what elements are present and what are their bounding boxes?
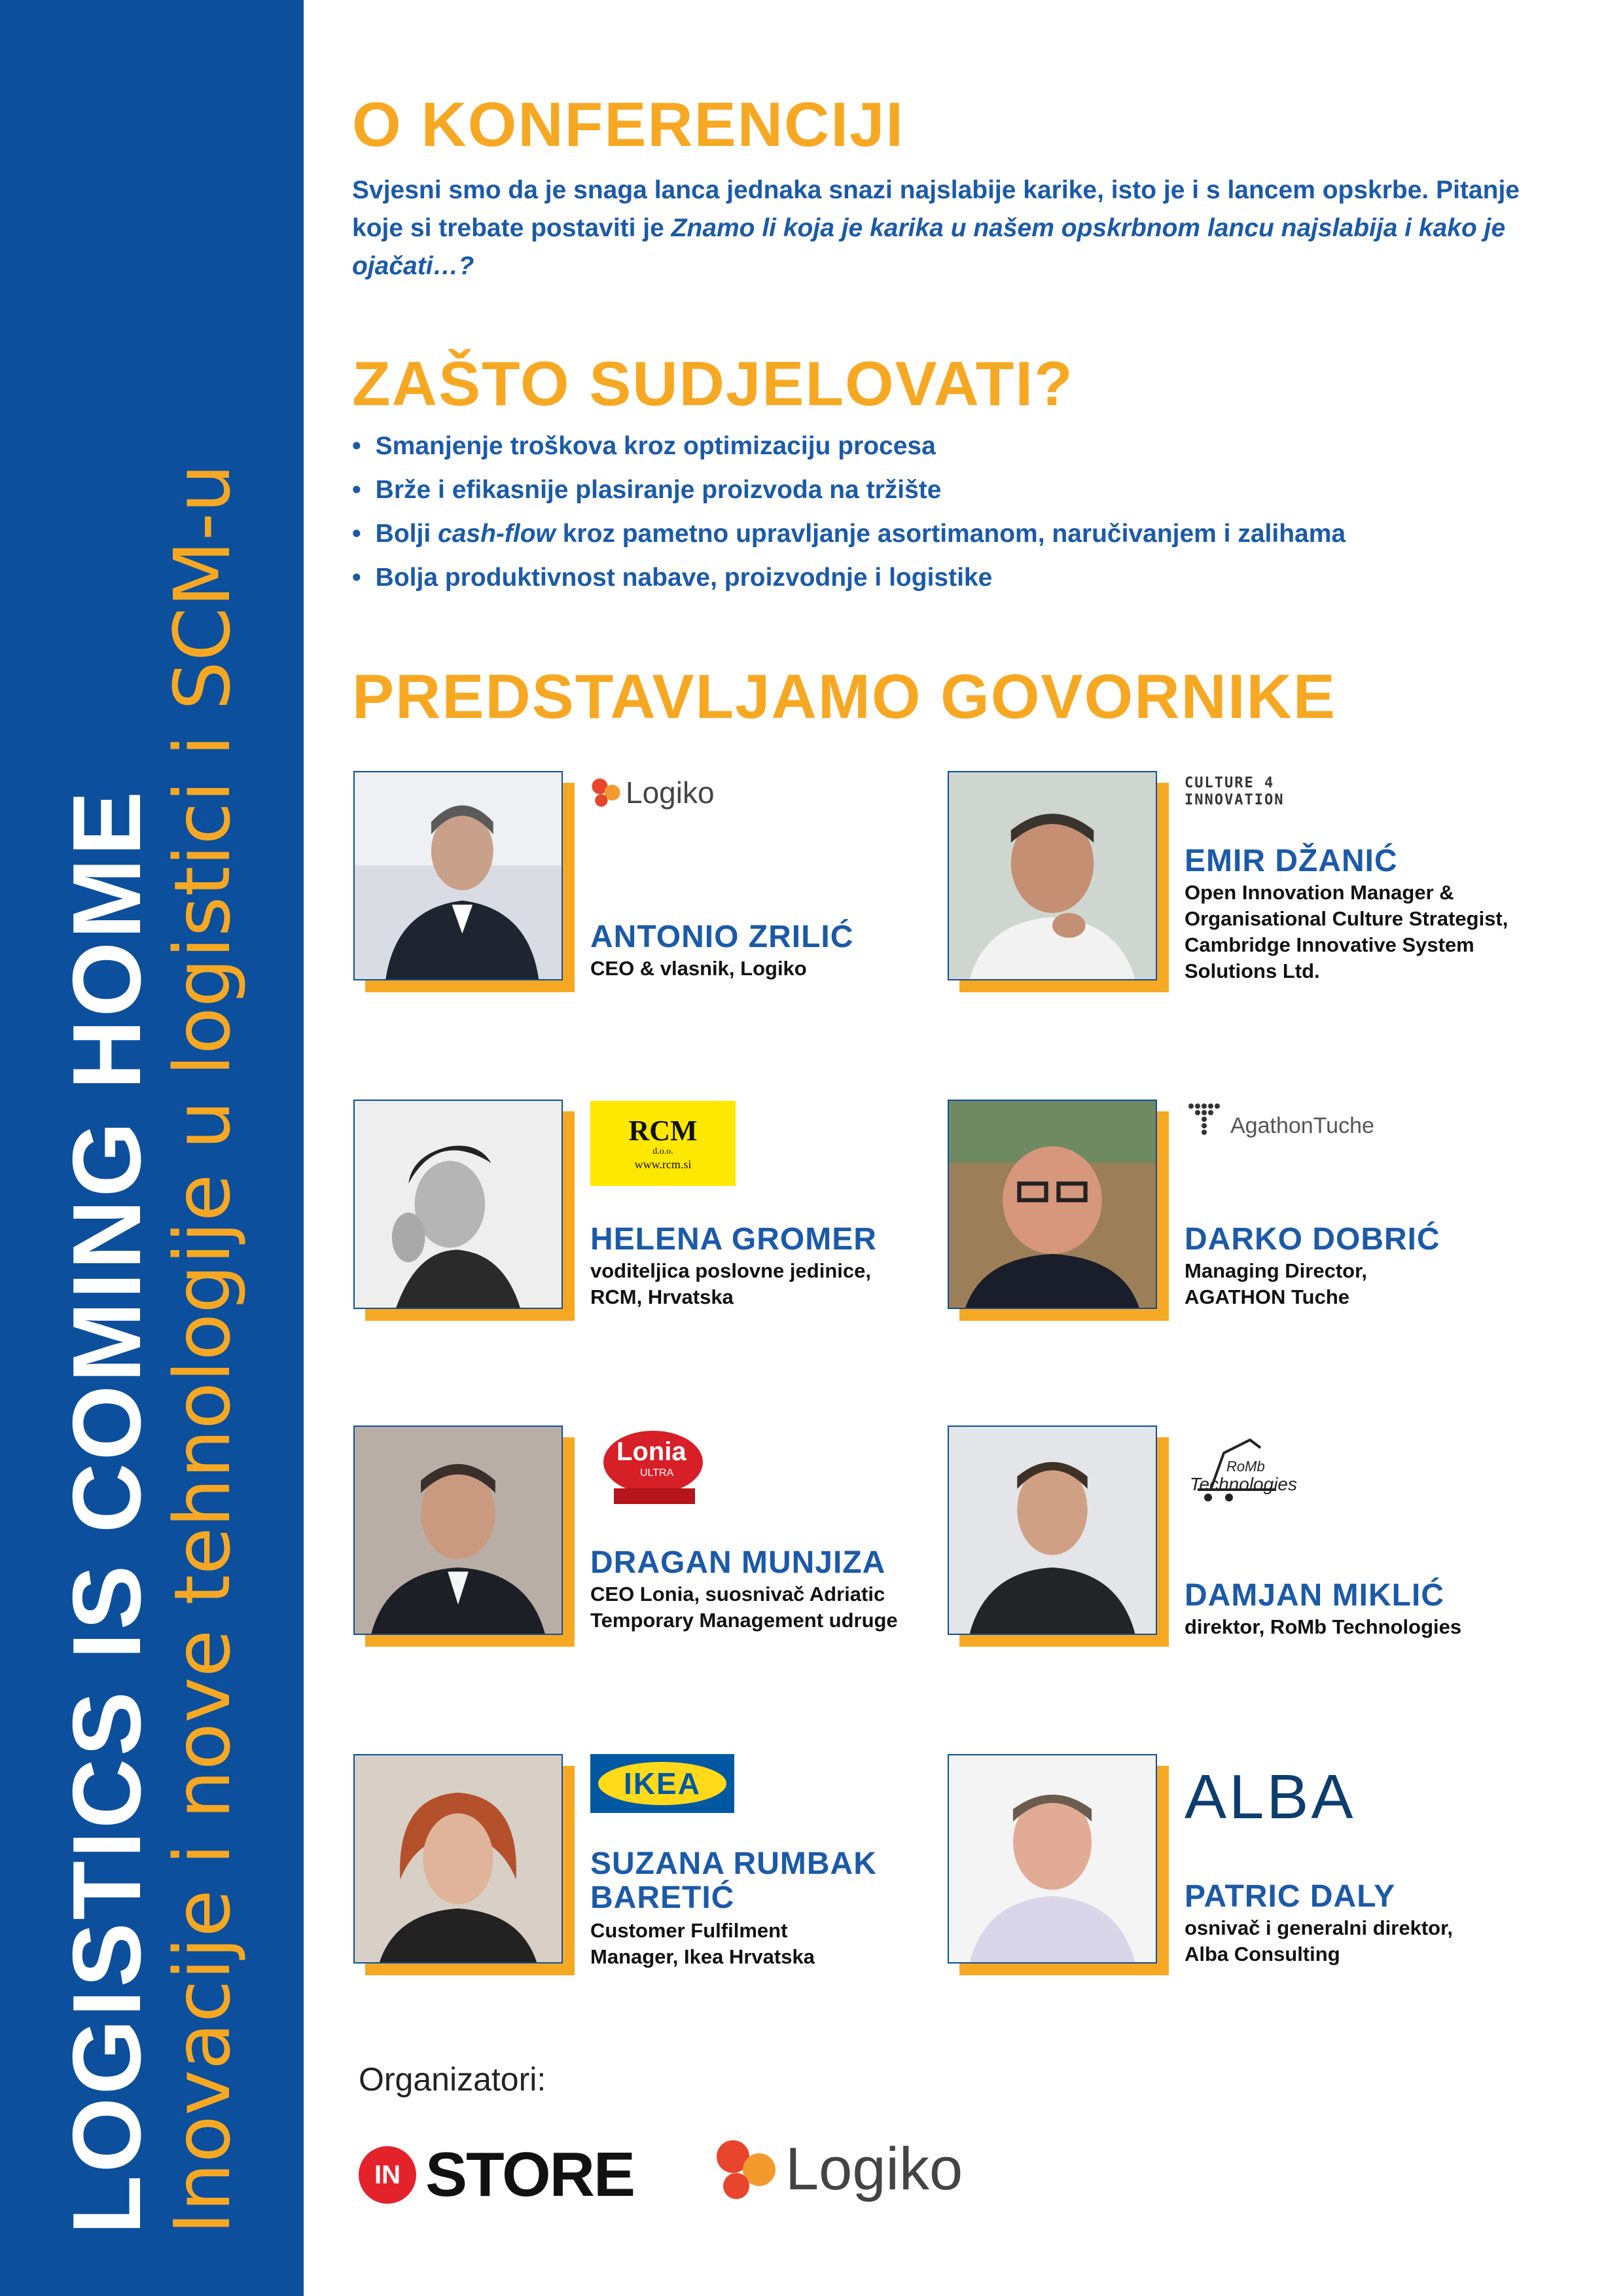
speaker-photo [948,1754,1157,1964]
speaker-photo [948,1426,1157,1635]
why-bullet-list [352,424,1346,600]
speaker-card [948,1754,1524,2003]
speaker-card [353,1426,929,1674]
culture4innovation-logo: CULTURE 4 INNOVATION [1185,775,1285,808]
logiko-logo: Logiko [590,775,715,810]
speaker-card [353,1100,929,1348]
about-text-plain: Svjesni smo da je snaga lanca jednaka snazi najslabije karike, isto je i s lancem opskrbe. Pitanje koje si trebate postaviti je [352,176,1520,242]
speaker-name: PATRIC DALY [1185,1879,1396,1914]
speaker-name: DAMJAN MIKLIĆ [1185,1578,1444,1613]
ikea-logo: IKEA [590,1754,734,1813]
alba-logo: ALBA [1185,1762,1356,1832]
speaker-photo [353,1754,563,1964]
sidebar-rotated-text [34,35,270,2261]
event-subtitle: Inovacije i nove tehnologije u logistici i SCM-u [156,463,247,2234]
instore-logo: IN STORE [359,2139,634,2211]
sidebar-banner [0,0,304,2296]
agathon-tuche-logo: AgathonTuche [1185,1100,1374,1139]
event-title: LOGISTICS IS COMING HOME [53,788,162,2234]
speaker-role: Open Innovation Manager & Organisational Culture Strategist, Cambridge Innovative System Solutions Ltd. [1185,881,1508,982]
bullet-item: • Bolji cash-flow kroz pametno upravljanje asortimanom, naručivanjem i zalihama [352,512,1346,556]
speakers-heading: PREDSTAVLJAMO GOVORNIKE [352,662,1336,732]
about-text [352,171,1543,285]
speaker-photo [353,1100,563,1309]
speaker-card [948,1426,1524,1674]
bullet-item: • Bolja produktivnost nabave, proizvodnje i logistike [352,556,1346,600]
speaker-role: CEO Lonia, suosnivač Adriatic Temporary Management udruge [590,1583,898,1632]
why-heading: ZAŠTO SUDJELOVATI? [352,349,1074,419]
speaker-name: SUZANA RUMBAK BARETIĆ [590,1846,877,1915]
speaker-name: DRAGAN MUNJIZA [590,1545,886,1580]
bullet-item: • Smanjenje troškova kroz optimizaciju procesa [352,424,1346,468]
speaker-role: voditeljica poslovne jedinice, RCM, Hrvatska [590,1259,871,1308]
speaker-card [948,1100,1524,1348]
speaker-photo [353,1426,563,1635]
speaker-role: osnivač i generalni direktor, Alba Consulting [1185,1916,1454,1965]
lonia-logo: Lonia ULTRA [590,1426,721,1520]
speaker-card [353,1754,929,2003]
about-heading: O KONFERENCIJI [352,90,905,160]
romb-logo: RoMb Technologies [1185,1429,1289,1511]
speaker-card [353,771,929,1020]
speaker-photo [948,771,1157,980]
speaker-card [948,771,1524,1020]
organizers-label: Organizatori: [359,2061,546,2098]
speaker-role: direktor, RoMb Technologies [1185,1615,1462,1638]
speaker-photo [353,771,563,980]
rcm-logo: RCM d.o.o. www.rcm.si [590,1101,736,1186]
speaker-name: EMIR DŽANIĆ [1185,844,1398,878]
about-text-italic: Znamo li koja je karika u našem opskrbnom lancu najslabija i kako je ojačati…? [352,214,1506,280]
speaker-name: DARKO DOBRIĆ [1185,1222,1440,1257]
organizer-logiko-logo: Logiko [713,2135,963,2204]
speaker-name: ANTONIO ZRILIĆ [590,920,854,954]
bullet-item: • Brže i efikasnije plasiranje proizvoda na tržište [352,468,1346,512]
speaker-name: HELENA GROMER [590,1222,877,1257]
speaker-role: Managing Director, AGATHON Tuche [1185,1259,1368,1308]
speaker-role: CEO & vlasnik, Logiko [590,957,807,980]
speaker-role: Customer Fulfilment Manager, Ikea Hrvatska [590,1919,815,1968]
speaker-photo [948,1100,1157,1309]
